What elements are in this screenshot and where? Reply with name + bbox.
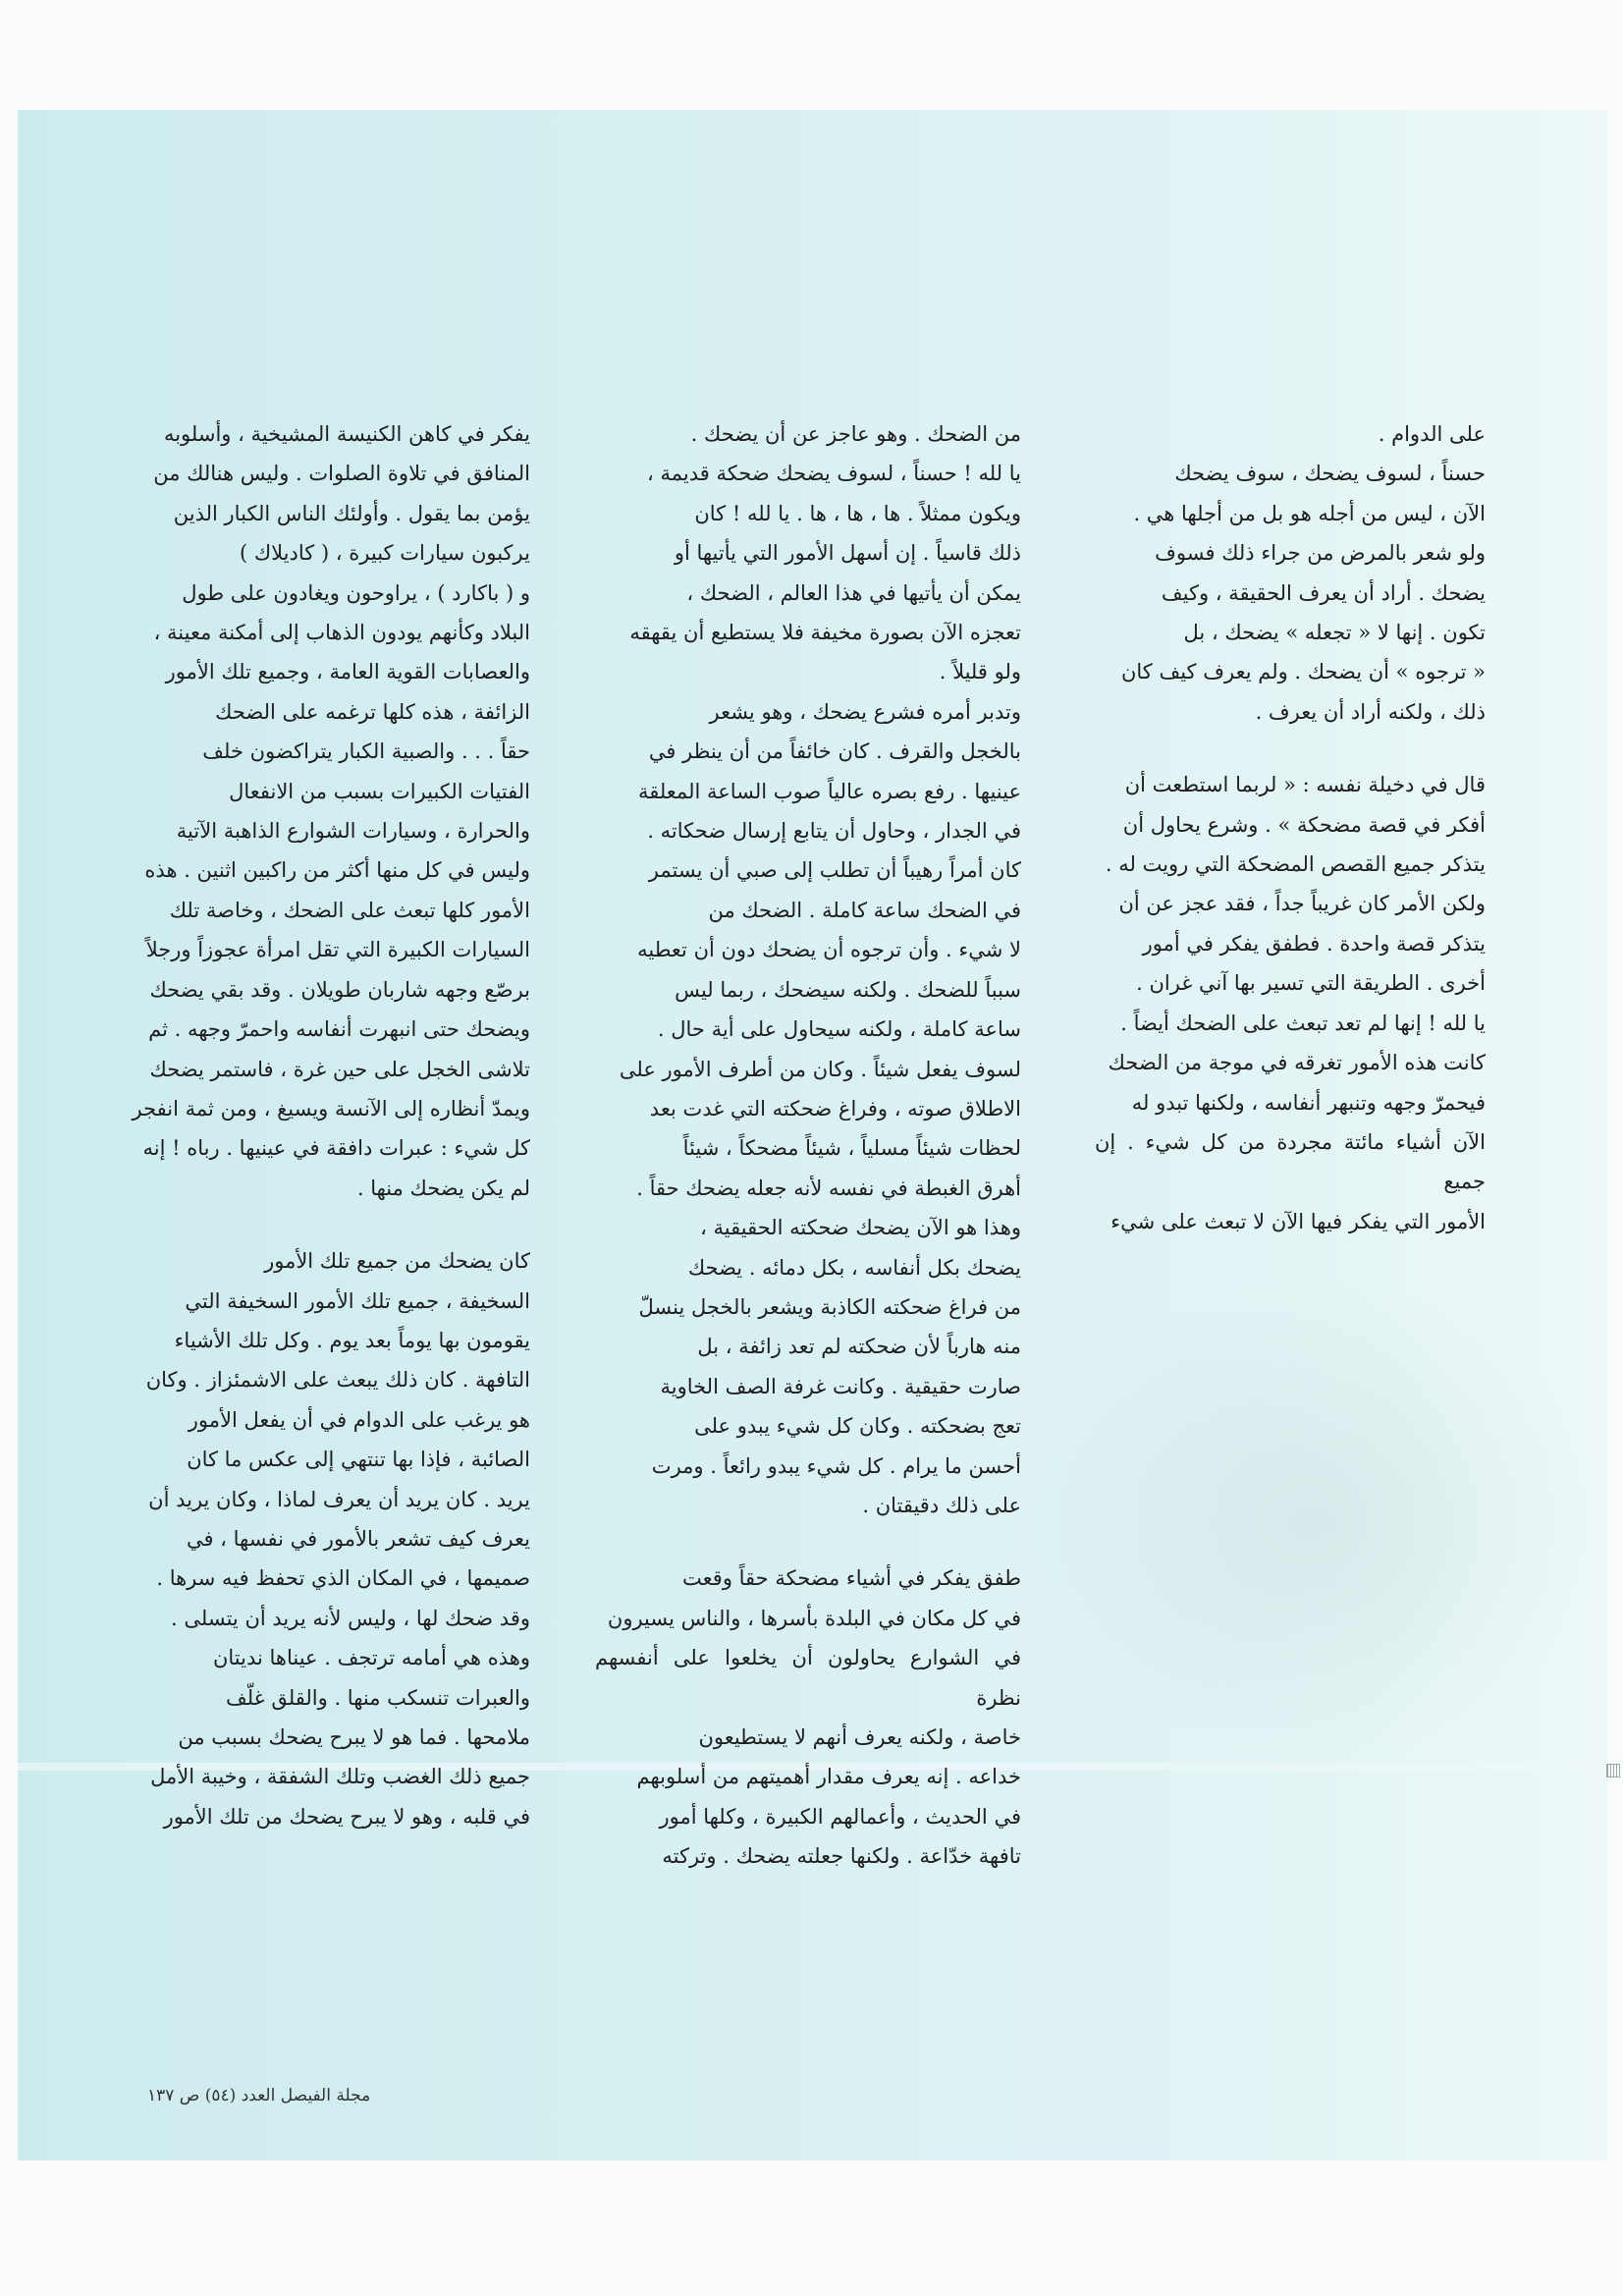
paragraph: قال في دخيلة نفسه : « لربما استطعت أن أفكر في قصة مضحكة » . وشرع يحاول أن يتذكر جميع القصص المضحكة التي رويت له . ولكن الأمر كان غريباً جداً ، فقد عجز عن أن يتذكر قصة واحدة . فطفق يفكر في أمور أخرى . الطريقة التي تسير بها آني غران . يا لله ! إنها لم تعد تبعث على الضحك أيضاً . كانت هذه الأمور تغرقه في موجة من الضحك فيحمرّ وجهه وتنبهر أنفاسه ، ولكنها تبدو له الآن أشياء مائتة مجردة من كل شيء . إن جميع الأمور التي يفكر فيها الآن لا تبعث على شيء	[1095, 773, 1486, 1233]
faded-illustration	[1021, 1277, 1610, 1768]
paragraph: من الضحك . وهو عاجز عن أن يضحك . يا لله ! حسناً ، لسوف يضحك ضحكة قديمة ، ويكون ممثلاً . ها ، ها ، ها . يا لله ! كان ذلك قاسياً . إن أسهل الأمور التي يأتيها أو يمكن أن يأتيها في هذا العالم ، الضحك ، تعجزه الآن بصورة مخيفة فلا يستطيع أن يقهقه ولو قليلاً .	[629, 422, 1021, 684]
paragraph-gap	[1095, 732, 1486, 765]
paragraph: على الدوام . حسناً ، لسوف يضحك ، سوف يضحك الآن ، ليس من أجله هو بل من أجلها هي . ولو شعر بالمرض من جراء ذلك فسوف يضحك . أراد أن يعرف الحقيقة ، وكيف تكون . إنها لا « تجعله » يضحك ، بل « ترجوه » أن يضحك . ولم يعرف كيف كان ذلك ، ولكنه أراد أن يعرف .	[1120, 422, 1486, 724]
paragraph-gap	[104, 1208, 530, 1241]
article-column-middle	[595, 414, 1021, 1877]
article-column-left	[104, 414, 530, 1836]
paragraph: طفق يفكر في أشياء مضحكة حقاً وقعت في كل مكان في البلدة بأسرها ، والناس يسيرون في الشوارع يحاولون أن يخلعوا على أنفسهم نظرة خاصة ، ولكنه يعرف أنهم لا يستطيعون خداعه . إنه يعرف مقدار أهميتهم من أسلوبهم في الحديث ، وأعمالهم الكبيرة ، وكلها أمور تافهة خدّاعة . ولكنها جعلته يضحك . وتركته	[595, 1566, 1021, 1869]
article-column-right	[1095, 414, 1486, 1241]
page-footer-citation: مجلة الفيصل العدد (٥٤) ص ١٣٧	[147, 2086, 371, 2105]
paragraph: يفكر في كاهن الكنيسة المشيخية ، وأسلوبه المنافق في تلاوة الصلوات . وليس هنالك من يؤمن بما يقول . وأولئك الناس الكبار الذين يركبون سيارات كبيرة ، ( كاديلاك ) و ( باكارد ) ، يراوحون ويغادون على طول البلاد وكأنهم يودون الذهاب إلى أمكنة معينة ، والعصابات القوية العامة ، وجميع تلك الأمور الزائفة ، هذه كلها ترغمه على الضحك حقاً . . . والصبية الكبار يتراكضون خلف الفتيات الكبيرات بسبب من الانفعال والحرارة ، وسيارات الشوارع الذاهبة الآتية وليس في كل منها أكثر من راكبين اثنين . هذه الأمور كلها تبعث على الضحك ، وخاصة تلك السيارات الكبيرة التي تقل امرأة عجوزاً ورجلاً برصّع وجهه شاربان طويلان . وقد بقي يضحك ويضحك حتى انبهرت أنفاسه واحمرّ وجهه . ثم تلاشى الخجل على حين غرة ، فاستمر يضحك ويمدّ أنظاره إلى الآنسة ويسيغ ، ومن ثمة انفجر كل شيء : عبرات دافقة في عينيها . رباه ! إنه لم يكن يضحك منها .	[132, 422, 530, 1200]
paragraph: كان يضحك من جميع تلك الأمور السخيفة ، جميع تلك الأمور السخيفة التي يقومون بها يوماً بعد يوم . وكل تلك الأشياء التافهة . كان ذلك يبعث على الاشمئزاز . وكان هو يرغب على الدوام في أن يفعل الأمور الصائبة ، فإذا بها تنتهي إلى عكس ما كان يريد . كان يريد أن يعرف لماذا ، وكان يريد أن يعرف كيف تشعر بالأمور في نفسها ، في صميمها ، في المكان الذي تحفظ فيه سرها . وقد ضحك لها ، وليس لأنه يريد أن يتسلى . وهذه هي أمامه ترتجف . عيناها نديتان والعبرات تنسكب منها . والقلق غلّف ملامحها . فما هو لا يبرح يضحك بسبب من جميع ذلك الغضب وتلك الشفقة ، وخيبة الأمل في قلبه ، وهو لا يبرح يضحك من تلك الأمور	[145, 1249, 530, 1829]
scan-edge-mark	[1606, 1764, 1620, 1777]
paragraph-gap	[595, 1525, 1021, 1558]
paragraph: وتدبر أمره فشرع يضحك ، وهو يشعر بالخجل والقرف . كان خائفاً من أن ينظر في عينيها . رفع بصره عالياً صوب الساعة المعلقة في الجدار ، وحاول أن يتابع إرسال ضحكاته . كان أمراً رهيباً أن تطلب إلى صبي أن يستمر في الضحك ساعة كاملة . الضحك من لا شيء . وأن ترجوه أن يضحك دون أن تعطيه سبباً للضحك . ولكنه سيضحك ، ربما ليس ساعة كاملة ، ولكنه سيحاول على أية حال . لسوف يفعل شيئاً . وكان من أطرف الأمور على الاطلاق صوته ، وفراغ ضحكته التي غدت بعد لحظات شيئاً مسلياً ، شيئاً مضحكاً ، شيئاً أهرق الغبطة في نفسه لأنه جعله يضحك حقاً . وهذا هو الآن يضحك ضحكته الحقيقية ، يضحك بكل أنفاسه ، بكل دمائه . يضحك من فراغ ضحكته الكاذبة ويشعر بالخجل ينسلّ منه هارباً لأن ضحكته لم تعد زائفة ، بل صارت حقيقية . وكانت غرفة الصف الخاوية تعج بضحكته . وكان كل شيء يبدو على أحسن ما يرام . كل شيء يبدو رائعاً . ومرت على ذلك دقيقتان .	[619, 699, 1021, 1517]
